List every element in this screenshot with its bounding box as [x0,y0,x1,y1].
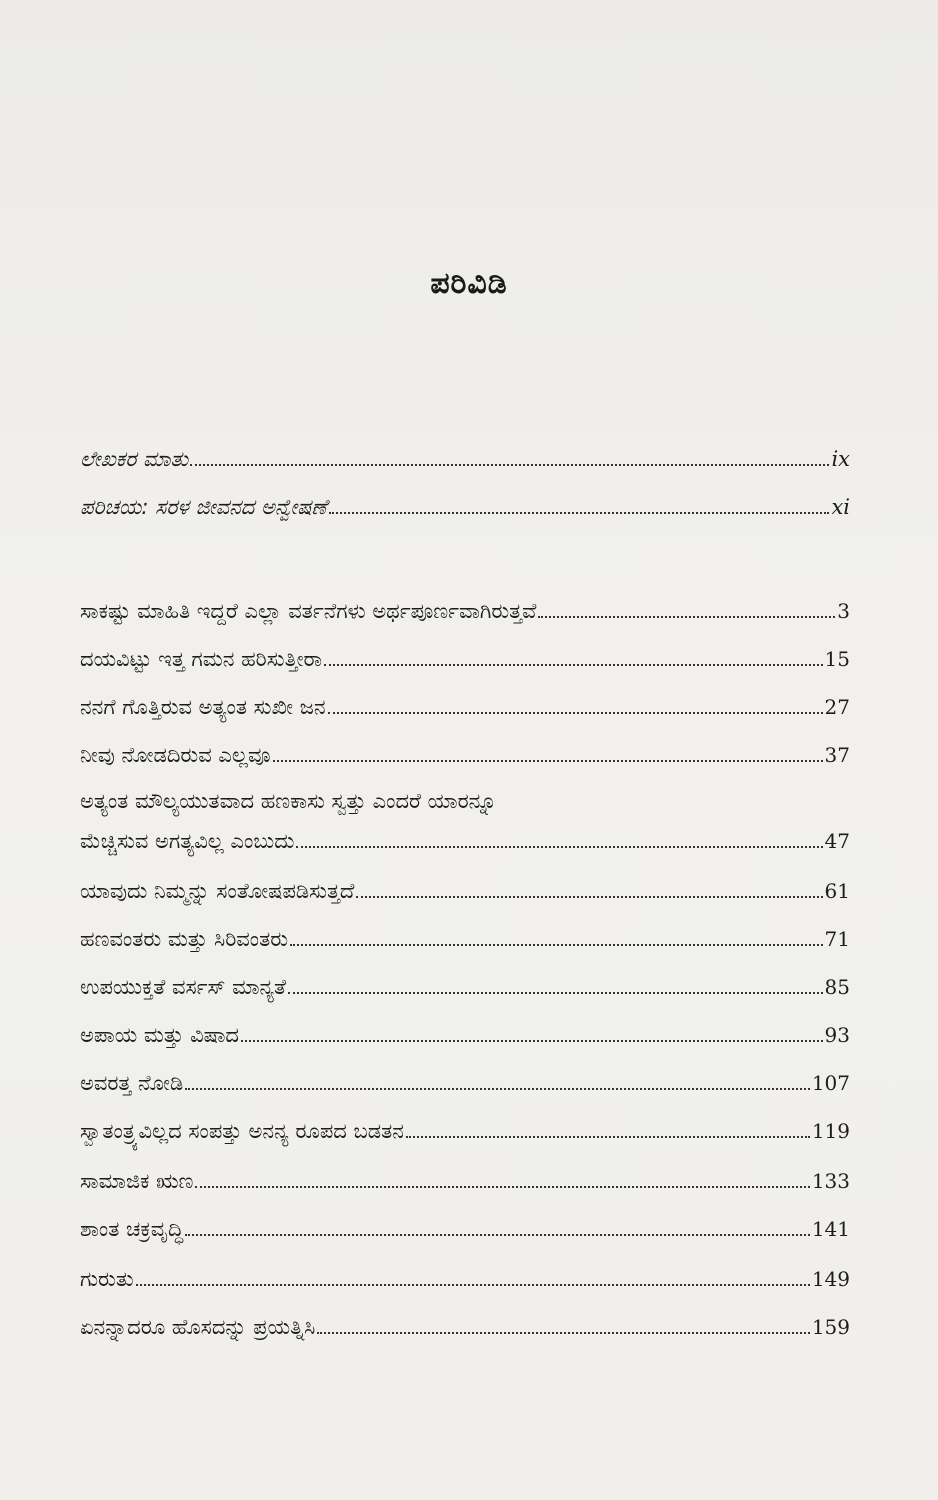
toc-entry [80,1108,850,1144]
toc-page-number: 37 [824,743,850,767]
leader-dots [296,846,822,848]
leader-dots [324,664,822,666]
toc-entry-label: ಸಾಮಾಜಿಕ ಋಣ [80,1169,194,1193]
toc-page-number: 159 [811,1315,850,1339]
toc-entry [80,868,850,904]
toc-entry-label: ಅವರತ್ತ ನೋಡಿ [80,1071,184,1095]
toc-entry-label: ಯಾವುದು ನಿಮ್ಮನ್ನು ಸಂತೋಷಪಡಿಸುತ್ತದೆ [80,879,355,903]
leader-dots [195,1186,809,1188]
toc-entry [80,684,850,720]
toc-entry-label: ಲೇಖಕರ ಮಾತು [80,447,189,471]
toc-entry-label: ಹಣವಂತರು ಮತ್ತು ಸಿರಿವಂತರು [80,927,288,951]
toc-entry [80,732,850,768]
leader-dots [273,760,823,762]
toc-entry-front-1 [80,436,850,472]
leader-dots [356,896,822,898]
toc-entry-label-line1: ಅತ್ಯಂತ ಮೌಲ್ಯಯುತವಾದ ಹಣಕಾಸು ಸ್ವತ್ತು ಎಂದರೆ ಯಾರನ್ನೂ [80,789,497,813]
toc-entry [80,1304,850,1340]
leader-dots [185,1234,810,1236]
toc-entry-label: ಶಾಂತ ಚಕ್ರವೃದ್ಧಿ [80,1217,184,1241]
toc-entry-label: ಗುರುತು [80,1267,134,1291]
toc-entry-label: ದಯವಿಟ್ಟು ಇತ್ತ ಗಮನ ಹರಿಸುತ್ತೀರಾ [80,647,323,671]
toc-entry-label: ಉಪಯುಕ್ತತೆ ವರ್ಸಸ್ ಮಾನ್ಯತೆ [80,975,287,999]
leader-dots [406,1136,810,1138]
toc-page-number: 149 [811,1267,850,1291]
toc-entry-label: ಪರಿಚಯ: ಸರಳ ಜೀವನದ ಅನ್ವೇಷಣೆ [80,495,327,519]
toc-entry [80,1060,850,1096]
toc-page-number: 107 [811,1071,850,1095]
toc-page-number: 27 [824,695,850,719]
leader-dots [241,1040,823,1042]
leader-dots [190,464,829,466]
leader-dots [538,616,835,618]
toc-page-number: 119 [811,1119,850,1143]
toc-entry-label: ಸಾಕಷ್ಟು ಮಾಹಿತಿ ಇದ್ದರೆ ಎಲ್ಲಾ ವರ್ತನೆಗಳು ಅರ್ಥಪೂರ್ಣವಾಗಿರುತ್ತವೆ [80,599,537,623]
table-of-contents [80,0,850,1500]
toc-entry-label: ನೀವು ನೋಡದಿರುವ ಎಲ್ಲವೂ [80,743,271,767]
toc-page-number: 141 [811,1217,850,1241]
leader-dots [185,1088,810,1090]
page-title: ಪರಿವಿಡಿ [430,266,508,301]
toc-entry [80,1256,850,1292]
toc-page-number: xi [831,495,850,519]
toc-entry [80,916,850,952]
toc-page-number: 47 [824,829,850,853]
leader-dots [290,944,823,946]
leader-dots [317,1332,810,1334]
toc-entry [80,1012,850,1048]
leader-dots [288,992,823,994]
toc-entry-label: ಮೆಚ್ಚಿಸುವ ಅಗತ್ಯವಿಲ್ಲ ಎಂಬುದು [80,829,295,853]
toc-entry [80,1158,850,1194]
toc-entry-front-2 [80,484,850,520]
toc-page-number: 93 [824,1023,850,1047]
toc-entry-label: ಸ್ವಾತಂತ್ರ್ಯವಿಲ್ಲದ ಸಂಪತ್ತು ಅನನ್ಯ ರೂಪದ ಬಡತನ [80,1119,404,1143]
toc-entry-label: ಅಪಾಯ ಮತ್ತು ವಿಷಾದ [80,1023,239,1047]
toc-entry [80,636,850,672]
toc-entry [80,1206,850,1242]
leader-dots [136,1284,810,1286]
toc-page-number: 85 [824,975,850,999]
toc-page-number: ix [831,447,850,471]
toc-entry [80,964,850,1000]
toc-page-number: 133 [811,1169,850,1193]
toc-entry-label: ಏನನ್ನಾದರೂ ಹೊಸದನ್ನು ಪ್ರಯತ್ನಿಸಿ [80,1315,316,1339]
toc-page-number: 3 [837,599,850,623]
toc-entry [80,818,850,854]
toc-page-number: 61 [824,879,850,903]
toc-entry-label: ನನಗೆ ಗೊತ್ತಿರುವ ಅತ್ಯಂತ ಸುಖೀ ಜನ [80,695,326,719]
leader-dots [328,712,823,714]
toc-entry [80,588,850,624]
toc-page-number: 71 [824,927,850,951]
leader-dots [329,512,830,514]
toc-page-number: 15 [824,647,850,671]
